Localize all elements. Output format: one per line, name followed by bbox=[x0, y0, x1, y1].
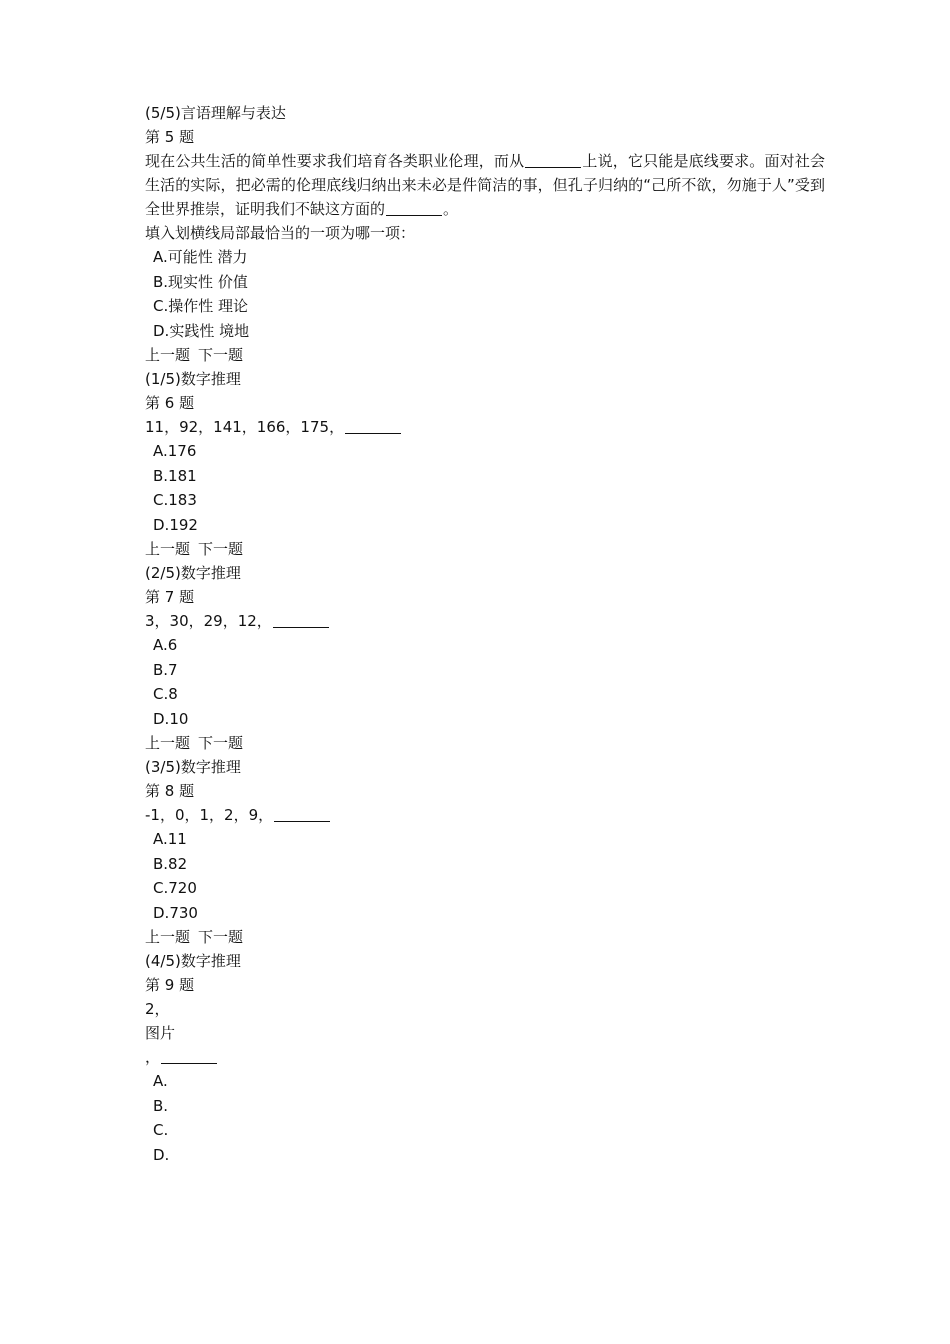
image-placeholder: 图片 bbox=[145, 1024, 176, 1042]
option-b[interactable]: B.82 bbox=[153, 854, 188, 873]
prev-question-link[interactable]: 上一题 bbox=[145, 734, 191, 752]
option-b[interactable]: B. bbox=[153, 1096, 169, 1115]
question-nav bbox=[145, 537, 825, 561]
question-stem: 现在公共生活的简单性要求我们培育各类职业伦理，而从 上说，它只能是底线要求。面对社会生活的实际，把必需的伦理底线归纳出来未必是件简洁的事，但孔子归纳的“己所不欲，勿施于人”受到全世界推崇，证明我们不缺这方面的 。 bbox=[145, 152, 825, 218]
question-number: 第 6 题 bbox=[145, 394, 195, 412]
section-heading: (3/5)数字推理 bbox=[145, 758, 241, 776]
question-number: 第 7 题 bbox=[145, 588, 195, 606]
option-a[interactable]: A.6 bbox=[153, 636, 178, 654]
question-stem: -1，0，1，2，9， bbox=[145, 803, 825, 827]
answer-blank bbox=[161, 1048, 217, 1064]
question-stem: 11，92，141，166，175， bbox=[145, 415, 825, 439]
prev-question-link[interactable]: 上一题 bbox=[145, 928, 191, 946]
option-a[interactable]: A.176 bbox=[153, 442, 197, 460]
answer-blank bbox=[386, 200, 442, 216]
question-number: 第 9 题 bbox=[145, 976, 195, 994]
option-c[interactable]: C. bbox=[153, 1121, 169, 1139]
question-nav bbox=[145, 731, 825, 755]
section-heading: (1/5)数字推理 bbox=[145, 370, 241, 388]
option-d[interactable]: D.10 bbox=[153, 709, 189, 728]
option-c[interactable]: C.操作性 理论 bbox=[153, 297, 249, 315]
question-stem: 2， bbox=[145, 1000, 170, 1018]
section-heading: (4/5)数字推理 bbox=[145, 952, 241, 970]
answer-blank bbox=[273, 612, 329, 628]
section-heading: (2/5)数字推理 bbox=[145, 564, 241, 582]
question-prompt: 填入划横线局部最恰当的一项为哪一项： bbox=[145, 224, 416, 242]
option-c[interactable]: C.183 bbox=[153, 491, 197, 509]
question-number: 第 5 题 bbox=[145, 128, 195, 146]
question-nav bbox=[145, 925, 825, 949]
answer-blank bbox=[274, 806, 330, 822]
next-question-link[interactable]: 下一题 bbox=[198, 540, 244, 558]
question-list bbox=[145, 101, 825, 1167]
answer-blank bbox=[345, 418, 401, 434]
option-b[interactable]: B.现实性 价值 bbox=[153, 272, 248, 291]
question-stem: 3，30，29，12， bbox=[145, 609, 825, 633]
question-number: 第 8 题 bbox=[145, 782, 195, 800]
option-d[interactable]: D.实践性 境地 bbox=[153, 321, 250, 340]
option-b[interactable]: B.7 bbox=[153, 660, 178, 679]
next-question-link[interactable]: 下一题 bbox=[198, 928, 244, 946]
option-b[interactable]: B.181 bbox=[153, 466, 197, 485]
prev-question-link[interactable]: 上一题 bbox=[145, 346, 191, 364]
option-c[interactable]: C.8 bbox=[153, 685, 178, 703]
question-nav bbox=[145, 343, 825, 367]
option-c[interactable]: C.720 bbox=[153, 879, 197, 897]
option-a[interactable]: A. bbox=[153, 1072, 168, 1090]
option-a[interactable]: A.11 bbox=[153, 830, 187, 848]
answer-blank bbox=[525, 152, 581, 168]
next-question-link[interactable]: 下一题 bbox=[198, 346, 244, 364]
prev-question-link[interactable]: 上一题 bbox=[145, 540, 191, 558]
option-a[interactable]: A.可能性 潜力 bbox=[153, 248, 248, 266]
section-heading: (5/5)言语理解与表达 bbox=[145, 104, 286, 122]
option-d[interactable]: D. bbox=[153, 1145, 170, 1164]
option-d[interactable]: D.730 bbox=[153, 903, 198, 922]
question-stem-continued: ， bbox=[145, 1045, 825, 1069]
option-d[interactable]: D.192 bbox=[153, 515, 198, 534]
next-question-link[interactable]: 下一题 bbox=[198, 734, 244, 752]
